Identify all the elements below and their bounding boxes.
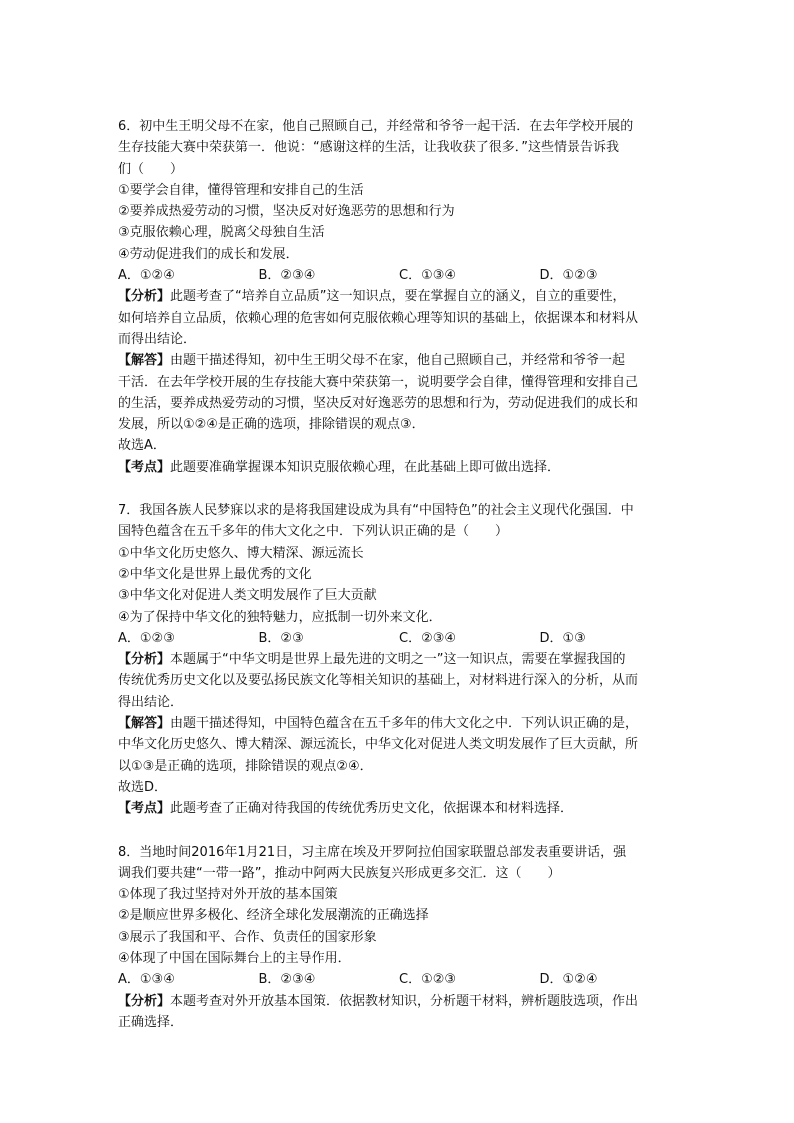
option-b: B．②③④ [258, 972, 316, 988]
answer-options [118, 265, 680, 286]
point-line [118, 457, 680, 478]
statement-item: ①要学会自律，懂得管理和安排自己的生活 [118, 182, 364, 198]
option-d: D．①②③ [539, 268, 598, 284]
statement-item: ②中华文化是世界上最优秀的文化 [118, 566, 312, 582]
answer-line: 干活．在去年学校开展的生存技能大赛中荣获第一，说明要学会自律，懂得管理和安排自己 [118, 374, 639, 390]
option-b: B．②③ [258, 630, 304, 646]
analysis-tag: 【分析】 [118, 993, 171, 1009]
option-d: D．①③ [539, 630, 586, 646]
point-tag: 【考点】 [118, 459, 171, 475]
analysis-text: 此题考查了“培养自立品质”这一知识点，要在掌握自立的涵义，自立的重要性， [170, 289, 626, 305]
final-choice: 故选D． [118, 779, 168, 795]
point-tag: 【考点】 [118, 801, 171, 817]
question-stem-line: 6．初中生王明父母不在家，他自己照顾自己，并经常和爷爷一起干活．在去年学校开展的 [118, 119, 634, 134]
answer-line: 的生活，要养成热爱劳动的习惯，坚决反对好逸恶劳的思想和行为，劳动促进我们的成长和 [118, 395, 639, 411]
question-stem-line: 们（ ） [118, 161, 184, 177]
question-7 [118, 500, 680, 819]
answer-text: 由题干描述得知，初中生王明父母不在家，他自己照顾自己，并经常和爷爷一起 [170, 353, 626, 369]
question-stem-line: 生存技能大赛中荣获第一．他说：“感谢这样的生活，让我收获了很多．”这些情景告诉我 [118, 140, 619, 156]
analysis-line [118, 286, 680, 307]
question-stem-line: 国特色蕴含在五千多年的伟大文化之中．下列认识正确的是（ ） [118, 524, 509, 540]
analysis-line [118, 991, 680, 1012]
answer-line: 中华文化历史悠久、博大精深、源远流长，中华文化对促进人类文明发展作了巨大贡献，所 [118, 737, 639, 753]
statement-item: ②是顺应世界多极化、经济全球化发展潮流的正确选择 [118, 908, 429, 924]
answer-tag: 【解答】 [118, 353, 171, 369]
document-page [118, 116, 680, 1055]
question-stem-line: 调我们要共建“一带一路”，推动中阿两大民族复兴形成更多交汇．这（ ） [118, 865, 561, 881]
answer-line [118, 350, 680, 371]
option-c: C．②③④ [399, 630, 457, 646]
analysis-tag: 【分析】 [118, 289, 171, 305]
option-b: B．②③④ [258, 268, 316, 284]
statement-item: ③中华文化对促进人类文明发展作了巨大贡献 [118, 588, 377, 604]
option-c: C．①②③ [399, 972, 457, 988]
statement-item: ④体现了中国在国际舞台上的主导作用． [118, 950, 351, 966]
point-text: 此题要准确掌握课本知识克服依赖心理，在此基础上即可做出选择． [170, 459, 561, 475]
statement-item: ④为了保持中华文化的独特魅力，应抵制一切外来文化． [118, 609, 442, 625]
option-c: C．①③④ [399, 268, 457, 284]
final-choice: 故选A． [118, 438, 166, 454]
answer-text: 由题干描述得知，中国特色蕴含在五千多年的伟大文化之中．下列认识正确的是， [170, 716, 639, 732]
answer-line [118, 713, 680, 734]
statement-item: ①体现了我过坚持对外开放的基本国策 [118, 887, 338, 903]
statement-item: ①中华文化历史悠久、博大精深、源远流长 [118, 545, 364, 561]
statement-item: ③克服依赖心理，脱离父母独自生活 [118, 225, 325, 241]
question-6 [118, 116, 680, 478]
question-stem-line: 7．我国各族人民梦寐以求的是将我国建设成为具有“中国特色”的社会主义现代化强国．中 [118, 503, 634, 519]
analysis-line: 正确选择． [118, 1014, 184, 1030]
option-a: A．①②④ [118, 268, 175, 284]
point-line [118, 798, 680, 819]
analysis-line: 传统优秀历史文化以及要弘扬民族文化等相关知识的基础上，对材料进行深入的分析，从而 [118, 673, 639, 689]
analysis-text: 本题考查对外开放基本国策．依据教材知识，分析题干材料，辨析题肢选项，作出 [170, 993, 639, 1009]
question-stem-line: 8．当地时间2016年1月21日，习主席在埃及开罗阿拉伯国家联盟总部发表重要讲话，强 [118, 844, 627, 860]
option-a: A．①③④ [118, 972, 175, 988]
answer-line: 以①③是正确的选项，排除错误的观点②④． [118, 758, 373, 774]
option-a: A．①②③ [118, 630, 175, 646]
statement-item: ④劳动促进我们的成长和发展． [118, 246, 299, 262]
answer-options [118, 628, 680, 649]
answer-line: 发展，所以①②④是正确的选项，排除错误的观点③． [118, 417, 425, 433]
analysis-line: 得出结论． [118, 694, 184, 710]
analysis-tag: 【分析】 [118, 652, 171, 668]
option-d: D．①②④ [539, 972, 598, 988]
analysis-text: 本题属于“中华文明是世界上最先进的文明之一”这一知识点，需要在掌握我国的 [170, 652, 626, 668]
point-text: 此题考查了正确对待我国的传统优秀历史文化，依据课本和材料选择． [170, 801, 574, 817]
statement-item: ②要养成热爱劳动的习惯，坚决反对好逸恶劳的思想和行为 [118, 204, 455, 220]
analysis-line: 如何培养自立品质，依赖心理的危害如何克服依赖心理等知识的基础上，依据课本和材料从 [118, 310, 639, 326]
analysis-line: 而得出结论． [118, 331, 197, 347]
analysis-line [118, 649, 680, 670]
statement-item: ③展示了我国和平、合作、负责任的国家形象 [118, 929, 377, 945]
answer-options [118, 969, 680, 990]
answer-tag: 【解答】 [118, 716, 171, 732]
question-8 [118, 842, 680, 1034]
